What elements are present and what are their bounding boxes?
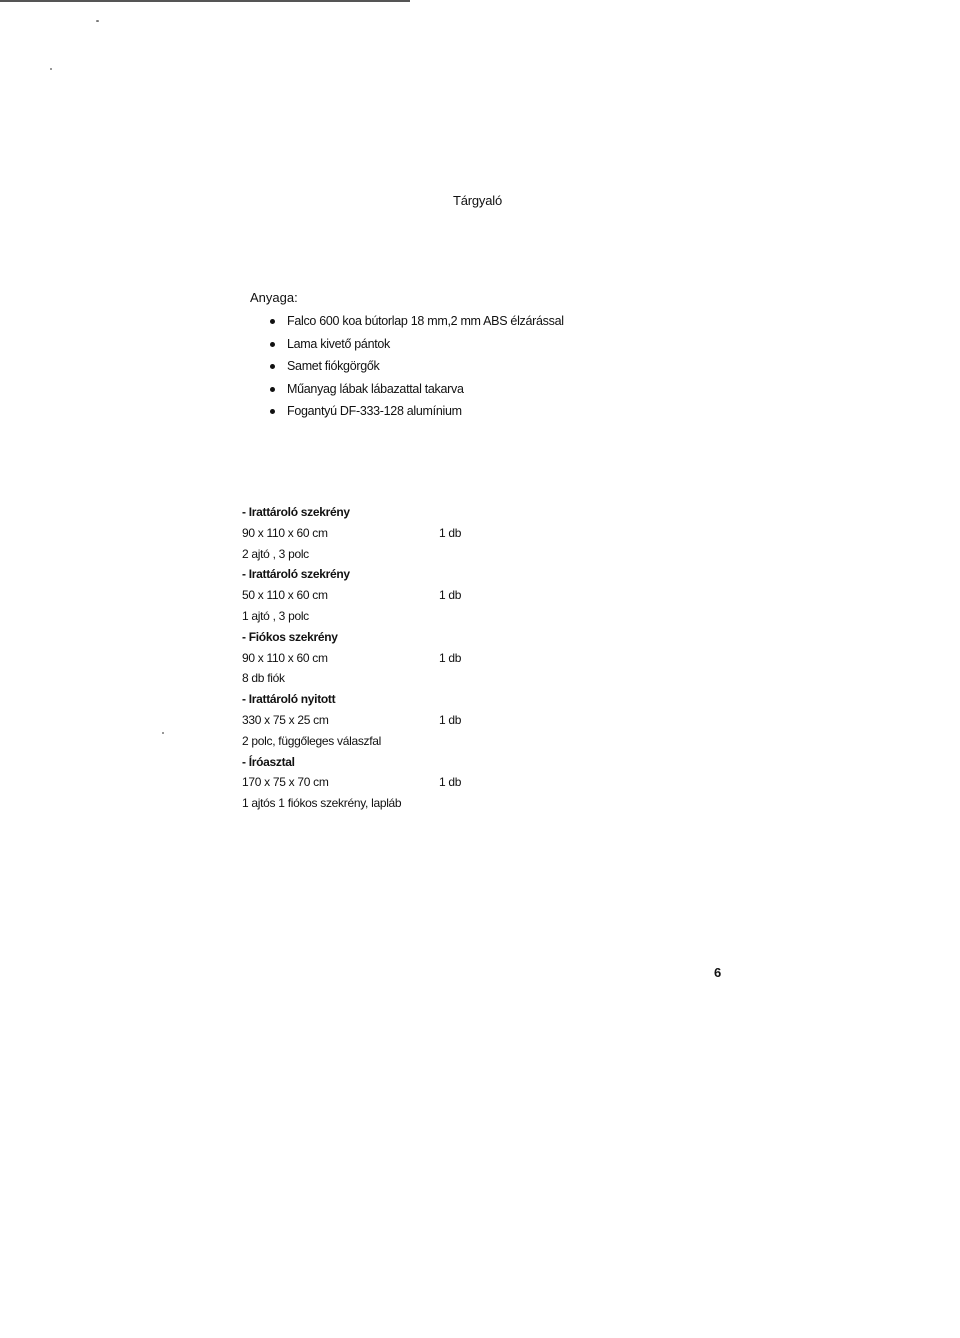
page-number: 6 — [714, 965, 722, 980]
scan-speck — [50, 68, 52, 70]
material-item: Falco 600 koa bútorlap 18 mm,2 mm ABS élzárással — [287, 314, 564, 328]
furniture-size: 330 x 75 x 25 cm — [242, 712, 329, 727]
furniture-detail: 8 db fiók — [242, 671, 285, 686]
furniture-size-row — [242, 585, 542, 606]
furniture-detail: 2 ajtó , 3 polc — [242, 546, 309, 561]
furniture-detail: 1 ajtó , 3 polc — [242, 608, 309, 623]
material-item: Műanyag lábak lábazattal takarva — [287, 381, 464, 396]
material-item: Lama kivető pántok — [287, 336, 390, 351]
scan-speck — [96, 20, 99, 22]
list-item — [270, 355, 564, 378]
materials-list — [270, 310, 564, 423]
scan-speck — [162, 732, 164, 734]
furniture-list — [242, 502, 542, 814]
bullet-icon — [270, 364, 275, 369]
list-item — [270, 400, 564, 423]
furniture-name: - Íróasztal — [242, 754, 295, 769]
furniture-qty: 1 db — [439, 588, 462, 603]
furniture-size: 90 x 110 x 60 cm — [242, 650, 328, 665]
furniture-qty: 1 db — [439, 712, 462, 727]
furniture-size: 170 x 75 x 70 cm — [242, 775, 329, 790]
bullet-icon — [270, 387, 275, 392]
furniture-name: - Irattároló szekrény — [242, 567, 350, 582]
furniture-qty: 1 db — [439, 525, 462, 540]
bullet-icon — [270, 319, 275, 324]
furniture-size-row — [242, 772, 542, 793]
material-item: Samet fiókgörgők — [287, 359, 380, 373]
material-item: Fogantyú DF-333-128 alumínium — [287, 404, 462, 418]
top-rule — [0, 0, 410, 2]
furniture-qty: 1 db — [439, 775, 462, 790]
furniture-size: 50 x 110 x 60 cm — [242, 588, 328, 603]
list-item — [270, 333, 564, 356]
furniture-size-row — [242, 710, 542, 731]
bullet-icon — [270, 409, 275, 414]
furniture-name: - Irattároló nyitott — [242, 692, 336, 707]
page-title: Tárgyaló — [453, 193, 502, 208]
list-item — [270, 310, 564, 333]
furniture-size: 90 x 110 x 60 cm — [242, 525, 328, 540]
materials-heading: Anyaga: — [250, 290, 298, 305]
furniture-name: - Irattároló szekrény — [242, 505, 350, 519]
furniture-size-row — [242, 648, 542, 669]
list-item — [270, 378, 564, 401]
furniture-detail: 1 ajtós 1 fiókos szekrény, lapláb — [242, 796, 402, 811]
bullet-icon — [270, 342, 275, 347]
furniture-size-row — [242, 523, 542, 544]
furniture-name: - Fiókos szekrény — [242, 629, 338, 644]
furniture-qty: 1 db — [439, 650, 462, 665]
furniture-detail: 2 polc, függőleges válaszfal — [242, 733, 382, 748]
